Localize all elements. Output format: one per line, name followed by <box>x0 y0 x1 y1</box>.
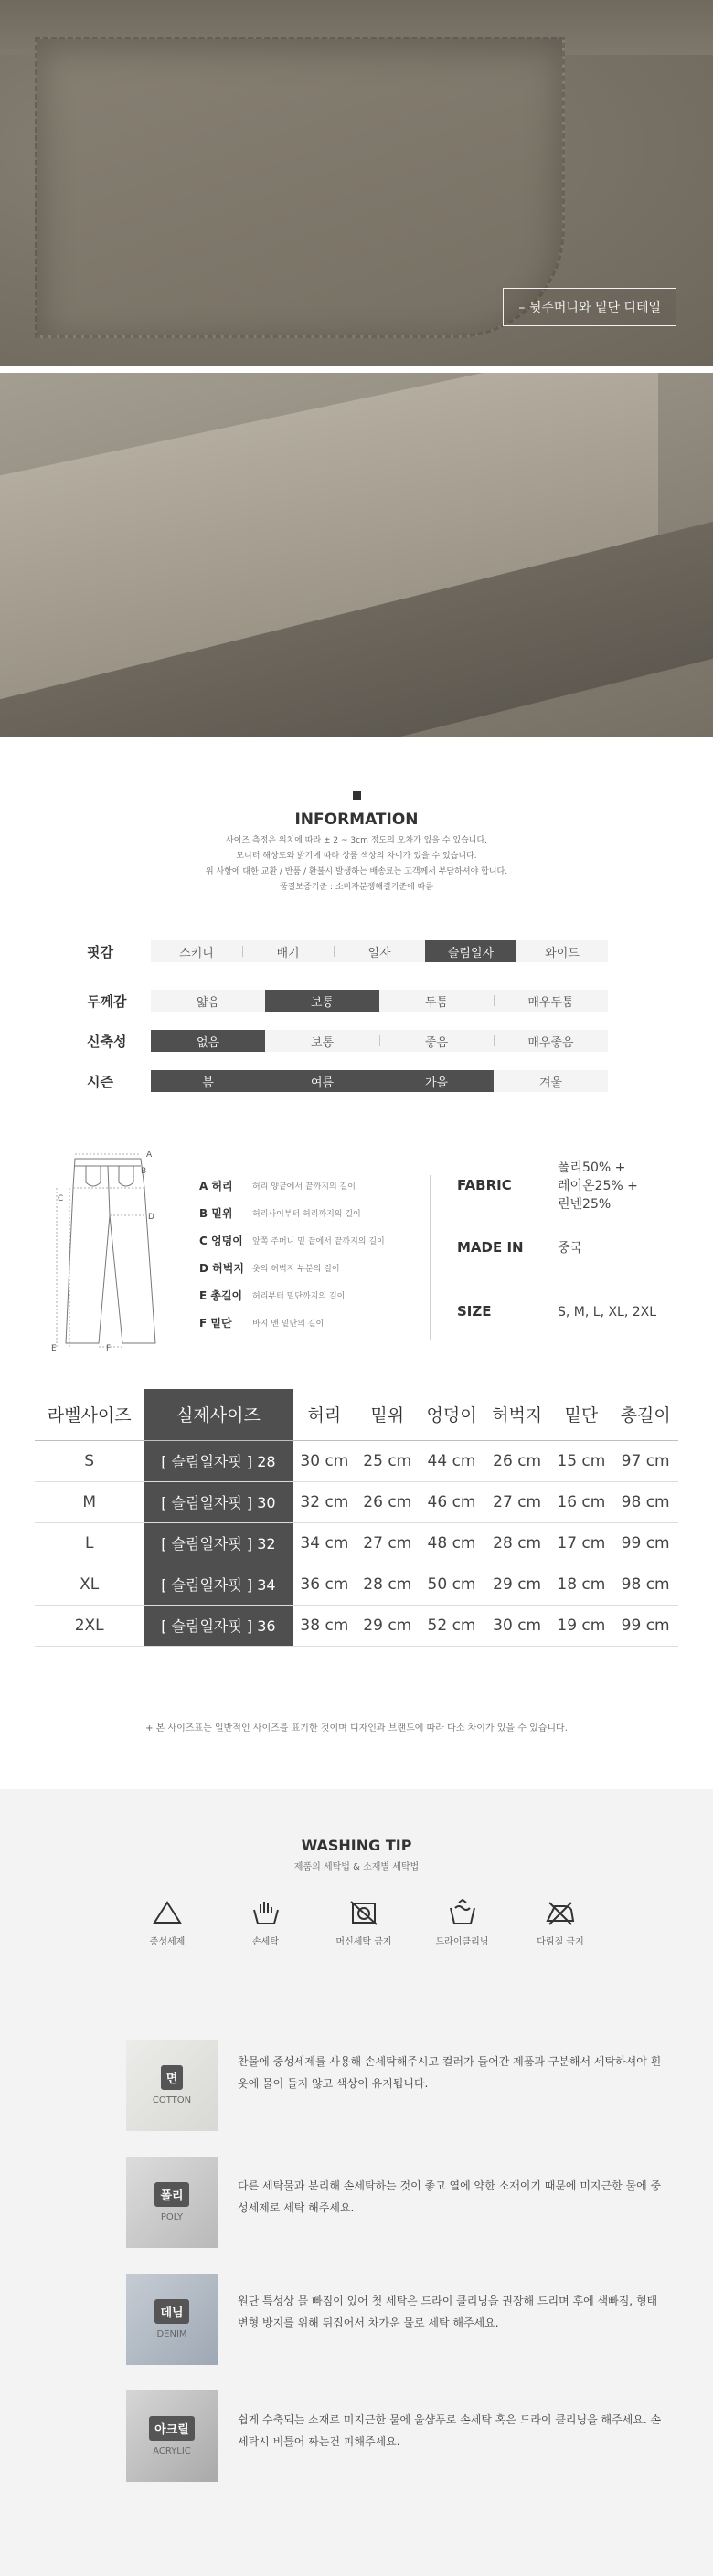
no-machine-wash-icon <box>347 1899 380 1926</box>
pocket-detail-photo <box>0 0 713 366</box>
fabric-badge: 데님 <box>154 2299 188 2324</box>
diagram-letter: E <box>51 1344 57 1352</box>
attribute-row <box>87 939 608 963</box>
attribute-options <box>151 990 608 1012</box>
attribute-option: 좋음 <box>379 1030 494 1052</box>
table-cell: 26 cm <box>484 1440 550 1481</box>
table-row <box>35 1522 678 1564</box>
column-header: 총길이 <box>620 1405 671 1426</box>
diagram-letter: F <box>106 1344 112 1352</box>
dry-cleaning-icon <box>446 1899 479 1926</box>
attribute-label: 두께감 <box>87 992 127 1010</box>
hand-wash-icon <box>250 1899 282 1926</box>
column-header: 실제사이즈 <box>144 1389 293 1440</box>
table-cell: XL <box>35 1564 144 1605</box>
size-note: + 본 사이즈표는 일반적인 사이즈를 표기한 것이며 디자인과 브랜드에 따라 다소 차이가 있을 수 있습니다. <box>145 1723 568 1733</box>
attribute-option: 보통 <box>265 990 379 1012</box>
fabric-en-label: DENIM <box>156 2329 187 2339</box>
attribute-option: 배기 <box>242 940 334 962</box>
table-row <box>35 1605 678 1646</box>
table-cell: 15 cm <box>549 1440 612 1481</box>
table-cell: 17 cm <box>549 1522 612 1564</box>
fabric-en-label: ACRYLIC <box>153 2446 191 2456</box>
fabric-care-text: 쉽게 수축되는 소재로 미지근한 물에 울샴푸로 손세탁 혹은 드라이 클리닝을 해주세요. 손 세탁시 비틀어 짜는건 피해주세요. <box>238 2413 662 2448</box>
attribute-option: 없음 <box>151 1030 265 1052</box>
attribute-row <box>87 1069 608 1093</box>
no-ironing-icon <box>544 1899 577 1926</box>
back-pocket-shape <box>35 37 565 338</box>
fabric-care-text: 원단 특성상 물 빠짐이 있어 첫 세탁은 드라이 클리닝을 권장해 드리며 후에 색빠짐, 형태변형 방지를 위해 뒤집어서 차가운 물로 세탁 해주세요. <box>238 2295 658 2329</box>
table-cell: M <box>35 1481 144 1522</box>
hem-detail-photo <box>0 373 713 737</box>
attribute-options <box>151 940 608 962</box>
column-header: 엉덩이 <box>426 1405 477 1426</box>
measurement-item: B 밑위 허리사이부터 허리까지의 길이 <box>199 1206 361 1220</box>
attribute-option: 매우좋음 <box>494 1030 608 1052</box>
made-in-label: MADE IN <box>457 1239 524 1256</box>
column-header: 허벅지 <box>492 1405 543 1426</box>
table-cell: 26 cm <box>356 1481 419 1522</box>
table-cell: 19 cm <box>549 1605 612 1646</box>
table-cell: 98 cm <box>612 1481 678 1522</box>
table-cell: 30 cm <box>484 1605 550 1646</box>
diagram-letter: D <box>148 1213 154 1222</box>
table-cell: 29 cm <box>356 1605 419 1646</box>
spec-made-in <box>457 1239 695 1257</box>
table-cell: 28 cm <box>356 1564 419 1605</box>
table-cell: 44 cm <box>419 1440 484 1481</box>
info-notes <box>0 833 713 896</box>
table-cell: [ 슬림일자핏 ] 34 <box>144 1564 293 1605</box>
table-cell: [ 슬림일자핏 ] 32 <box>144 1522 293 1564</box>
info-title: INFORMATION <box>294 811 419 829</box>
table-cell: 2XL <box>35 1605 144 1646</box>
measurement-item: A 허리 허리 양끝에서 끝까지의 길이 <box>199 1179 356 1193</box>
table-header-row <box>35 1389 678 1440</box>
attribute-option: 매우두툼 <box>494 990 608 1012</box>
fabric-en-label: COTTON <box>152 2095 192 2105</box>
table-cell: L <box>35 1522 144 1564</box>
table-cell: 52 cm <box>419 1605 484 1646</box>
column-header: 허리 <box>307 1405 342 1426</box>
table-row <box>35 1564 678 1605</box>
fabric-badge: 폴리 <box>154 2182 188 2207</box>
no-ironing-item: 다림질 금지 <box>519 1899 601 1947</box>
attribute-label: 핏감 <box>87 943 113 960</box>
table-cell: 30 cm <box>293 1440 356 1481</box>
neutral-detergent-icon <box>151 1899 184 1926</box>
measurement-item: F 밑단 바지 맨 밑단의 길이 <box>199 1316 325 1330</box>
table-cell: 28 cm <box>484 1522 550 1564</box>
fabric-care-text: 다른 세탁물과 분리해 손세탁하는 것이 좋고 열에 약한 소재이기 때문에 미지근한 물에 중성세제로 세탁 해주세요. <box>238 2179 662 2214</box>
table-cell: 16 cm <box>549 1481 612 1522</box>
table-cell: 29 cm <box>484 1564 550 1605</box>
attribute-option: 두툼 <box>424 995 449 1010</box>
info-note: 위 사항에 대한 교환 / 반품 / 환불시 발생하는 배송료는 고객께서 부담하셔야 합니다. <box>205 867 508 876</box>
attribute-label: 신축성 <box>87 1033 127 1050</box>
table-cell: 98 cm <box>612 1564 678 1605</box>
washing-icons <box>126 1899 601 1947</box>
fabric-en-label: POLY <box>160 2212 184 2222</box>
table-cell: 18 cm <box>549 1564 612 1605</box>
measurement-legend <box>199 1171 385 1336</box>
no-machine-wash-item: 머신세탁 금지 <box>323 1899 405 1947</box>
table-row <box>35 1481 678 1522</box>
attribute-label: 시즌 <box>87 1073 113 1090</box>
table-cell: [ 슬림일자핏 ] 28 <box>144 1440 293 1481</box>
size-table <box>35 1389 678 1647</box>
pants-measurement-diagram <box>49 1151 173 1352</box>
column-header: 밑단 <box>564 1405 599 1426</box>
attribute-option: 얇음 <box>196 995 220 1010</box>
hand-wash-item: 손세탁 <box>225 1899 307 1947</box>
table-cell: 27 cm <box>484 1481 550 1522</box>
fabric-label: FABRIC <box>457 1177 512 1193</box>
diagram-letter: C <box>58 1194 64 1203</box>
table-cell: 32 cm <box>293 1481 356 1522</box>
size-value: S, M, L, XL, 2XL <box>558 1305 657 1320</box>
washing-subtitle: 제품의 세탁법 & 소재별 세탁법 <box>293 1862 420 1872</box>
made-in-value: 중국 <box>558 1241 583 1256</box>
fabric-card-poly <box>126 2157 218 2248</box>
table-cell: 48 cm <box>419 1522 484 1564</box>
table-cell: 99 cm <box>612 1605 678 1646</box>
attribute-option: 슬림일자 <box>425 940 516 962</box>
attribute-row <box>87 1029 608 1053</box>
attribute-option: 와이드 <box>545 946 580 960</box>
fabric-care-text: 찬물에 중성세제를 사용해 손세탁해주시고 컬러가 들어간 제품과 구분해서 세탁하셔야 흰옷에 물이 들지 않고 색상이 유지됩니다. <box>238 2055 662 2090</box>
table-cell: 99 cm <box>612 1522 678 1564</box>
info-note: 사이즈 측정은 위치에 따라 ± 2 ~ 3cm 정도의 오차가 있을 수 있습니다. <box>225 836 488 845</box>
attribute-option: 겨울 <box>538 1076 563 1090</box>
fabric-badge: 면 <box>161 2065 184 2090</box>
column-header: 라벨사이즈 <box>47 1405 132 1426</box>
table-cell: 27 cm <box>356 1522 419 1564</box>
neutral-detergent-item: 중성세제 <box>126 1899 208 1947</box>
measurement-item: C 엉덩이 앞쪽 주머니 밑 끝에서 끝까지의 길이 <box>199 1234 385 1247</box>
table-cell: 36 cm <box>293 1564 356 1605</box>
attribute-row <box>87 989 608 1012</box>
size-label: SIZE <box>457 1303 492 1320</box>
table-cell: [ 슬림일자핏 ] 30 <box>144 1481 293 1522</box>
diagram-letter: B <box>141 1167 147 1176</box>
info-note: 모니터 해상도와 밝기에 따라 상품 색상의 차이가 있을 수 있습니다. <box>236 852 477 861</box>
table-row <box>35 1440 678 1481</box>
attribute-option: 일자 <box>334 940 425 962</box>
dry-cleaning-item: 드라이클리닝 <box>421 1899 504 1947</box>
fabric-badge: 아크릴 <box>149 2416 195 2441</box>
table-cell: 97 cm <box>612 1440 678 1481</box>
attribute-option: 스키니 <box>179 946 214 960</box>
attribute-option: 가을 <box>379 1070 494 1092</box>
attribute-option: 봄 <box>151 1070 265 1092</box>
info-header <box>0 791 713 829</box>
spec-divider <box>430 1175 431 1340</box>
washing-title: WASHING TIP <box>301 1837 412 1854</box>
measurement-item: E 총길이 허리부터 밑단까지의 길이 <box>199 1288 346 1302</box>
diagram-letter: A <box>146 1151 153 1160</box>
fabric-card-cotton <box>126 2040 218 2131</box>
table-cell: [ 슬림일자핏 ] 36 <box>144 1605 293 1646</box>
fabric-card-acrylic <box>126 2390 218 2482</box>
table-cell: 50 cm <box>419 1564 484 1605</box>
spec-fabric <box>457 1159 695 1214</box>
column-header: 밑위 <box>370 1405 405 1426</box>
table-cell: 46 cm <box>419 1481 484 1522</box>
attribute-option: 보통 <box>310 1035 335 1050</box>
table-cell: S <box>35 1440 144 1481</box>
fabric-value: 폴리50% + 레이온25% + 린넨25% <box>558 1161 638 1212</box>
table-cell: 34 cm <box>293 1522 356 1564</box>
table-cell: 38 cm <box>293 1605 356 1646</box>
attribute-options <box>151 1030 608 1052</box>
table-cell: 25 cm <box>356 1440 419 1481</box>
attribute-options <box>151 1070 608 1092</box>
info-note: 품질보증기준 : 소비자분쟁해결기준에 따름 <box>279 883 434 892</box>
fabric-card-denim <box>126 2274 218 2365</box>
spec-size <box>457 1303 695 1321</box>
attribute-option: 여름 <box>265 1070 379 1092</box>
section-dot-icon <box>353 791 361 800</box>
detail-caption: – 뒷주머니와 밑단 디테일 <box>503 288 676 326</box>
measurement-item: D 허벅지 옷의 허벅지 부분의 길이 <box>199 1261 340 1275</box>
